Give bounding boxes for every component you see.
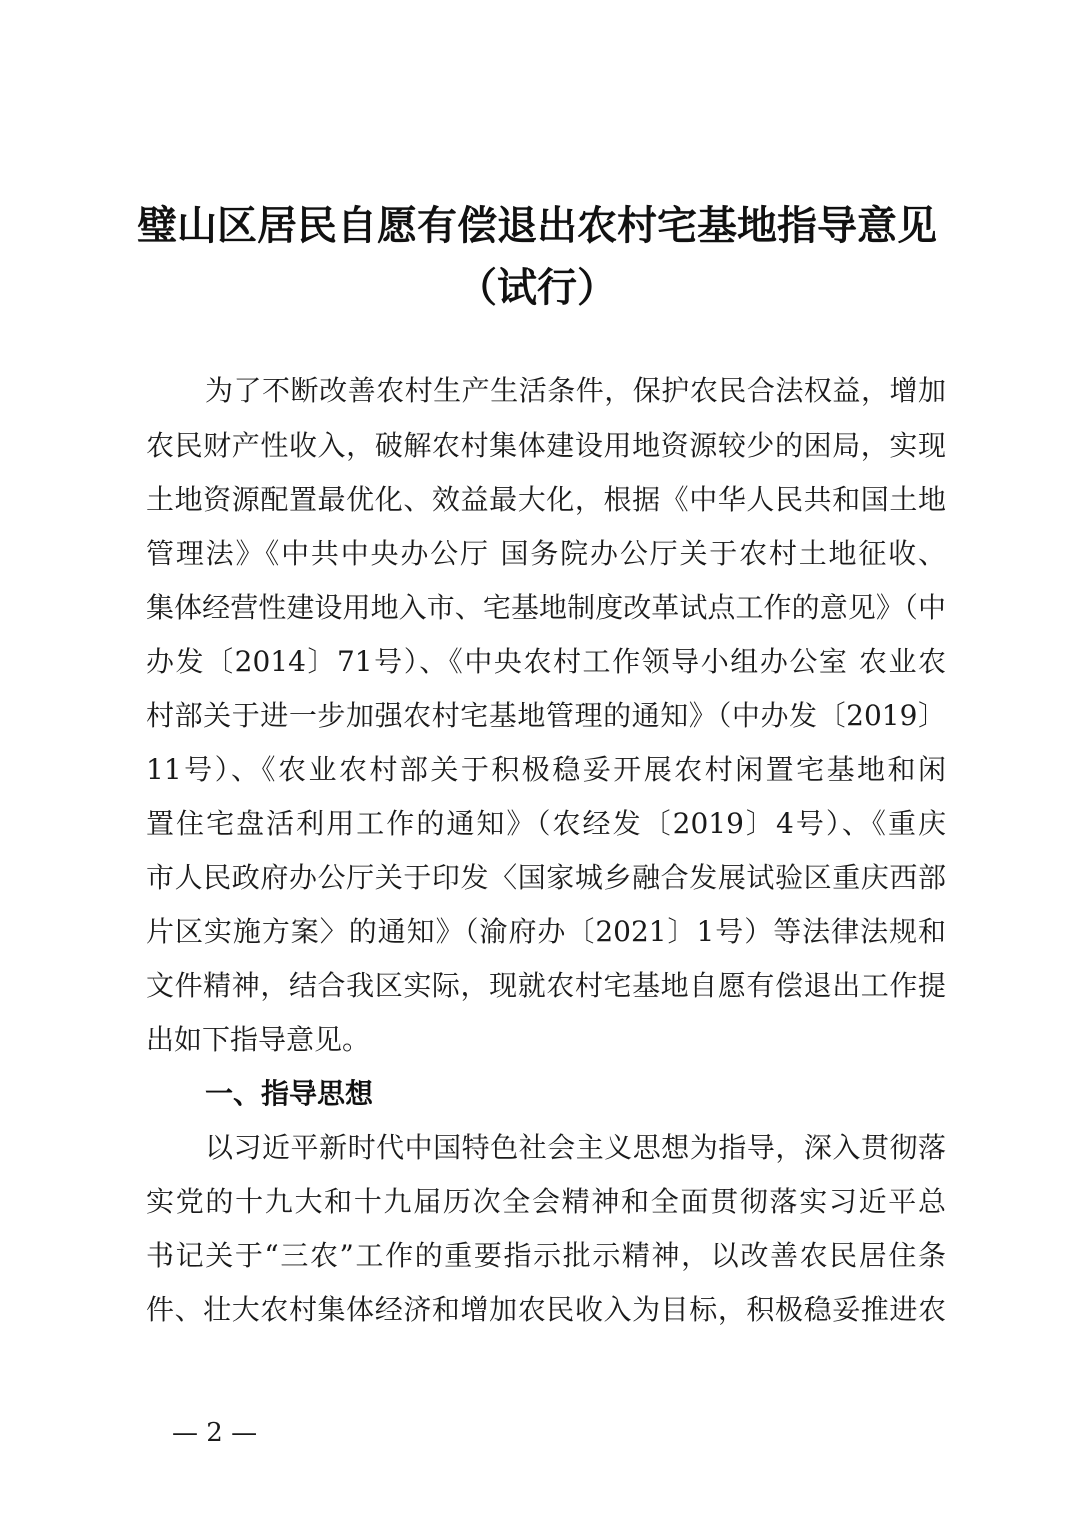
paragraph-line: 11号）、《农业农村部关于积极稳妥开展农村闲置宅基地和闲	[146, 753, 946, 786]
paragraph-line: 件、壮大农村集体经济和增加农民收入为目标，积极稳妥推进农	[146, 1293, 946, 1326]
paragraph-line: 以习近平新时代中国特色社会主义思想为指导，深入贯彻落	[205, 1131, 946, 1164]
document-title-line-2: （试行）	[457, 265, 617, 311]
section-heading: 一、指导思想	[205, 1077, 374, 1110]
paragraph-line: 村部关于进一步加强农村宅基地管理的通知》（中办发〔2019〕	[146, 699, 946, 732]
paragraph-line: 书记关于“三农”工作的重要指示批示精神，以改善农民居住条	[146, 1239, 946, 1272]
paragraph-line: 集体经营性建设用地入市、宅基地制度改革试点工作的意见》（中	[146, 591, 946, 624]
paragraph-line: 文件精神，结合我区实际，现就农村宅基地自愿有偿退出工作提	[146, 969, 946, 1002]
paragraph-line: 土地资源配置最优化、效益最大化，根据《中华人民共和国土地	[146, 483, 946, 516]
paragraph-line: 置住宅盘活利用工作的通知》（农经发〔2019〕4号）、《重庆	[146, 807, 946, 840]
paragraph-line: 市人民政府办公厅关于印发〈国家城乡融合发展试验区重庆西部	[146, 861, 946, 894]
paragraph-line: 为了不断改善农村生产生活条件，保护农民合法权益，增加	[205, 374, 946, 407]
paragraph-line: 办发〔2014〕71号）、《中央农村工作领导小组办公室 农业农	[146, 645, 946, 678]
document-title-line-1: 璧山区居民自愿有偿退出农村宅基地指导意见	[137, 203, 937, 249]
page-number: — 2 —	[172, 1418, 258, 1448]
paragraph-line: 出如下指导意见。	[146, 1023, 371, 1056]
paragraph-line: 实党的十九大和十九届历次全会精神和全面贯彻落实习近平总	[146, 1185, 946, 1218]
paragraph-line: 农民财产性收入，破解农村集体建设用地资源较少的困局，实现	[146, 429, 946, 462]
paragraph-line: 片区实施方案〉的通知》（渝府办〔2021〕1号）等法律法规和	[146, 915, 946, 948]
paragraph-line: 管理法》《中共中央办公厅 国务院办公厅关于农村土地征收、	[146, 537, 946, 570]
